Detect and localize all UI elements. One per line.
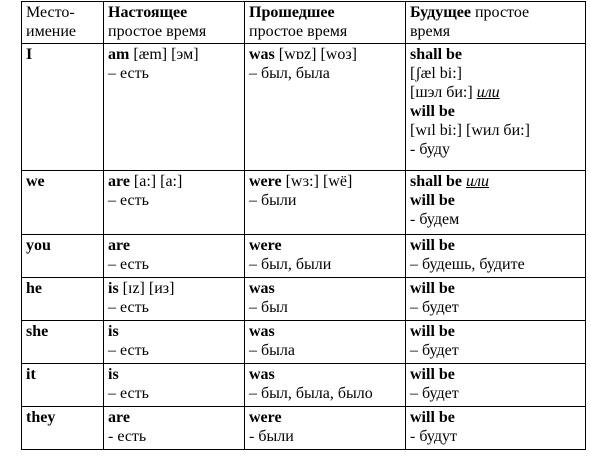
future-transcription-will: [wɪl bi:] [wил би:] <box>410 122 530 139</box>
present-verb: is <box>108 323 119 340</box>
past-verb: were <box>249 237 282 254</box>
pronoun-text: you <box>26 237 51 254</box>
table-row <box>22 44 586 171</box>
past-verb: were <box>249 173 282 190</box>
table-row <box>22 364 586 407</box>
header-future-subtitle-b: время <box>410 23 451 40</box>
table-row <box>22 278 586 321</box>
present-verb: am <box>108 46 130 63</box>
past-cell <box>245 171 406 235</box>
header-past-cell <box>245 2 406 44</box>
future-cell <box>406 44 586 171</box>
past-cell <box>245 44 406 171</box>
future-verb: will be <box>410 323 455 340</box>
future-verb-will: will be <box>410 103 455 120</box>
header-present-subtitle: простое время <box>108 23 207 40</box>
future-meaning: - будут <box>410 428 457 445</box>
present-meaning: – есть <box>108 299 149 316</box>
future-meaning: – будет <box>410 342 459 359</box>
past-verb: was <box>249 366 275 383</box>
pronoun-cell <box>22 171 104 235</box>
present-cell <box>104 235 245 278</box>
past-transcription: [wɒz] [woз] <box>274 46 357 63</box>
present-transcription: [a:] [a:] <box>129 173 183 190</box>
future-cell <box>406 321 586 364</box>
future-verb-shall: shall be <box>410 46 463 63</box>
future-verb: will be <box>410 237 455 254</box>
present-cell <box>104 44 245 171</box>
future-or-word: или <box>476 84 500 101</box>
future-verb: will be <box>410 409 455 426</box>
past-transcription: [wɜ:] [wё] <box>281 173 353 190</box>
past-verb: was <box>249 46 275 63</box>
table-row <box>22 407 586 450</box>
future-cell <box>406 171 586 235</box>
past-meaning: - были <box>249 428 294 445</box>
header-past-subtitle: простое время <box>249 23 348 40</box>
pronoun-text: we <box>26 173 45 190</box>
present-meaning: – есть <box>108 256 149 273</box>
past-meaning: – был, была <box>249 65 330 82</box>
past-verb: was <box>249 323 275 340</box>
header-pronoun-line1: Место- <box>26 4 75 21</box>
past-cell <box>245 235 406 278</box>
future-verb-will: will be <box>410 192 455 209</box>
present-meaning: – есть <box>108 192 149 209</box>
present-meaning: – есть <box>108 385 149 402</box>
header-pronoun-line2: имение <box>26 23 77 40</box>
present-transcription: [ɪz] [из] <box>118 280 175 297</box>
table-row <box>22 171 586 235</box>
pronoun-text: I <box>26 46 33 63</box>
present-meaning: - есть <box>108 428 147 445</box>
future-cyrillic-shall: [шэл би:] <box>410 84 477 101</box>
present-cell <box>104 171 245 235</box>
header-present-cell <box>104 2 245 44</box>
present-cell <box>104 278 245 321</box>
pronoun-cell <box>22 44 104 171</box>
header-future-cell <box>406 2 586 44</box>
future-cell <box>406 364 586 407</box>
verb-conjugation-table <box>21 1 586 450</box>
past-cell <box>245 278 406 321</box>
present-cell <box>104 321 245 364</box>
pronoun-cell <box>22 407 104 450</box>
present-verb: is <box>108 366 119 383</box>
present-verb: are <box>108 409 130 426</box>
pronoun-cell <box>22 321 104 364</box>
past-meaning: – был, была, было <box>249 385 373 402</box>
pronoun-text: it <box>26 366 36 383</box>
future-meaning: – будет <box>410 299 459 316</box>
future-meaning: - буду <box>410 141 450 158</box>
pronoun-cell <box>22 235 104 278</box>
pronoun-text: she <box>26 323 49 340</box>
future-cell <box>406 407 586 450</box>
past-verb: were <box>249 409 282 426</box>
header-present-title: Настоящее <box>108 4 188 21</box>
past-cell <box>245 321 406 364</box>
future-or-word: или <box>466 173 489 190</box>
pronoun-cell <box>22 278 104 321</box>
future-cell <box>406 235 586 278</box>
pronoun-text: they <box>26 409 56 426</box>
past-meaning: – был, были <box>249 256 332 273</box>
present-meaning: – есть <box>108 65 149 82</box>
header-future-title: Будущее <box>410 4 471 21</box>
header-past-title: Прошедшее <box>249 4 335 21</box>
present-meaning: – есть <box>108 342 149 359</box>
table-row <box>22 321 586 364</box>
present-transcription: [æm] [эм] <box>129 46 199 63</box>
past-verb: was <box>249 280 275 297</box>
present-verb: are <box>108 237 130 254</box>
past-cell <box>245 364 406 407</box>
header-row <box>22 2 586 44</box>
future-meaning: – будет <box>410 385 459 402</box>
past-meaning: – были <box>249 192 297 209</box>
pronoun-text: he <box>26 280 42 297</box>
present-verb: are <box>108 173 130 190</box>
future-cell <box>406 278 586 321</box>
past-meaning: – была <box>249 342 295 359</box>
present-cell <box>104 407 245 450</box>
header-pronoun-cell <box>22 2 104 44</box>
present-cell <box>104 364 245 407</box>
table-row <box>22 235 586 278</box>
past-meaning: – был <box>249 299 288 316</box>
pronoun-cell <box>22 364 104 407</box>
present-verb: is <box>108 280 119 297</box>
future-transcription-shall: [ʃæl bi:] <box>410 65 462 82</box>
past-cell <box>245 407 406 450</box>
future-verb: will be <box>410 280 455 297</box>
future-meaning: – будешь, будите <box>410 256 525 273</box>
future-verb-shall: shall be <box>410 173 463 190</box>
future-meaning: - будем <box>410 211 460 228</box>
future-verb: will be <box>410 366 455 383</box>
header-future-subtitle-a: простое <box>470 4 530 21</box>
